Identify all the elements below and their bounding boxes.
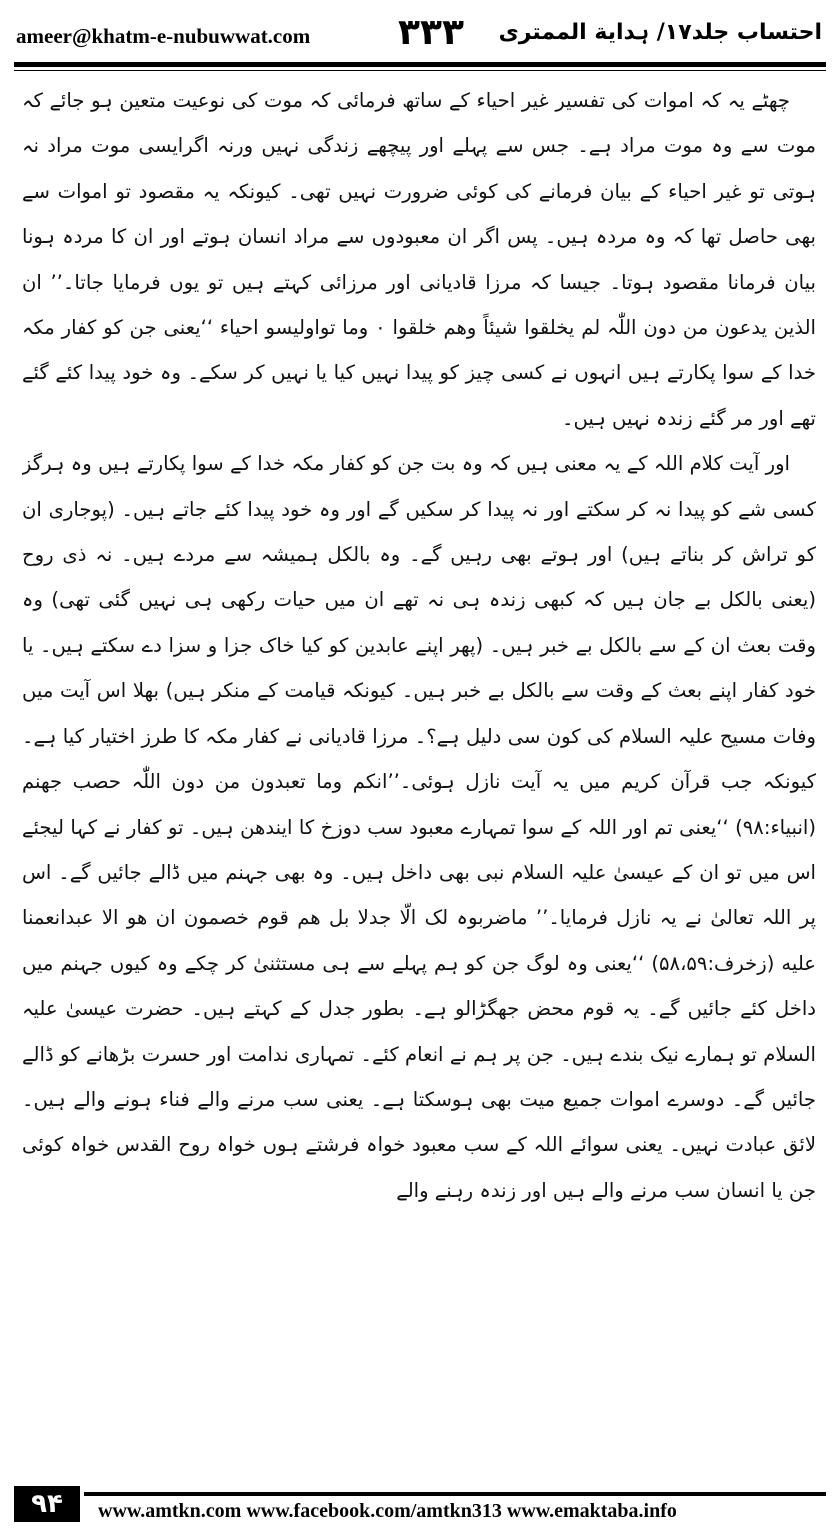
paragraph-2: اور آیت کلام اللہ کے یہ معنی ہیں کہ وہ بت جن کو کفار مکہ خدا کے سوا پکارتے ہیں وہ ہرگز کسی شے کو پیدا نہ کر سکتے اور نہ پیدا کر سکیں گے اور وہ خود پیدا کئے جاتے ہیں۔ (پوجاری ان کو تراش کر بناتے ہیں) اور ہوتے بھی رہیں گے۔ وہ بالکل ہمیشہ سے مردے ہیں۔ نہ ذی روح (یعنی بالکل بے جان ہیں کہ کبھی زندہ ہی نہ تھے ان میں حیات رکھی ہی نہیں گئی تھی) وہ وقت بعث ان کے سے بالکل بے خبر ہیں۔ (پھر اپنے عابدین کو کیا خاک جزا و سزا دے سکتے ہیں۔ یا خود کفار اپنے بعث کے وقت سے بالکل بے خبر ہیں۔ کیونکہ قیامت کے منکر ہیں) بھلا اس آیت میں وفات مسیح علیہ السلام کی کون سی دلیل ہے؟۔ مرزا قادیانی نے کفار مکہ کا طرز اختیار کیا ہے۔ کیونکہ جب قرآن کریم میں یہ آیت نازل ہوئی۔’’انکم وما تعبدون من دون اللّٰہ حصب جھنم (انبیاء:۹۸) ‘‘یعنی تم اور اللہ کے سوا تمہارے معبود سب دوزخ کا ایندھن ہیں۔ تو کفار نے کہا لیجئے اس میں تو ان کے عیسیٰ علیہ السلام نبی بھی داخل ہیں۔ وہ بھی جہنم میں ڈالے جائیں گے۔ اس پر اللہ تعالیٰ نے یہ نازل فرمایا۔’’ ماضربوہ لک الّا جدلا بل ھم قوم خصمون ان ھو الا عبدانعمنا علیه (زخرف:۵۸،۵۹) ‘‘یعنی وہ لوگ جن کو ہم پہلے سے ہی مستثنیٰ کر چکے وہ کیوں جہنم میں داخل کئے جائیں گے۔ یہ قوم محض جھگڑالو ہے۔ بطور جدل کے کہتے ہیں۔ حضرت عیسیٰ علیہ السلام تو ہمارے نیک بندے ہیں۔ جن پر ہم نے انعام کئے۔ تمہاری ندامت اور حسرت بڑھانے کو ڈالے جائیں گے۔ دوسرے اموات جمیع میت بھی ہوسکتا ہے۔ یعنی سب مرنے والے فناء ہونے والے ہیں۔ لائق عبادت نہیں۔ یعنی سوائے اللہ کے سب معبود خواہ فرشتے ہوں خواہ روح القدس خواہ کوئی جن یا انسان سب مرنے والے ہیں اور زندہ رہنے والے [22,452,816,1202]
footer-page-number: ۹۴ [14,1486,80,1522]
page-body-text [22,78,816,1486]
page-header [14,10,826,60]
header-rule-thick [14,62,826,67]
footer-website-links: www.amtkn.com www.facebook.com/amtkn313 www.emaktaba.info [98,1500,677,1522]
header-page-number: ۳۳۳ [398,12,464,53]
paragraph-1: چھٹے یہ کہ اموات کی تفسیر غیر احیاء کے ساتھ فرمائی کہ موت کی نوعیت متعین ہو جائے کہ موت سے وہ موت مراد ہے۔ جس سے پہلے اور پیچھے زندگی نہیں ورنہ اگرایسی موت مراد نہ ہوتی تو غیر احیاء کے بیان فرمانے کی کوئی ضرورت نہیں تھی۔ کیونکہ یہ مقصود تو اموات سے بھی حاصل تھا کہ وہ مردہ ہیں۔ پس اگر ان معبودوں سے مراد انسان ہوتے اور ان کا مردہ ہونا بیان فرمانا مقصود ہوتا۔ جیسا کہ مرزا قادیانی اور مرزائی کہتے ہیں تو یوں فرمایا جاتا۔’’ ان الذین یدعون من دون اللّٰہ لم یخلقوا شیئاً وھم خلقوا ۰ وما تواولیسو احیاء ‘‘یعنی جن کو کفار مکہ خدا کے سوا پکارتے ہیں انہوں نے کسی چیز کو پیدا نہیں کیا یا نہیں کر سکے۔ وہ خود پیدا کئے گئے تھے اور مر گئے زندہ نہیں ہیں۔ [22,89,816,430]
header-email: ameer@khatm-e-nubuwwat.com [16,24,311,48]
page-footer [14,1486,826,1532]
header-book-title: احتساب جلد۱۷/ ہدایة الممتری [498,20,822,45]
header-rule-thin [14,70,826,71]
footer-rule [84,1492,826,1496]
